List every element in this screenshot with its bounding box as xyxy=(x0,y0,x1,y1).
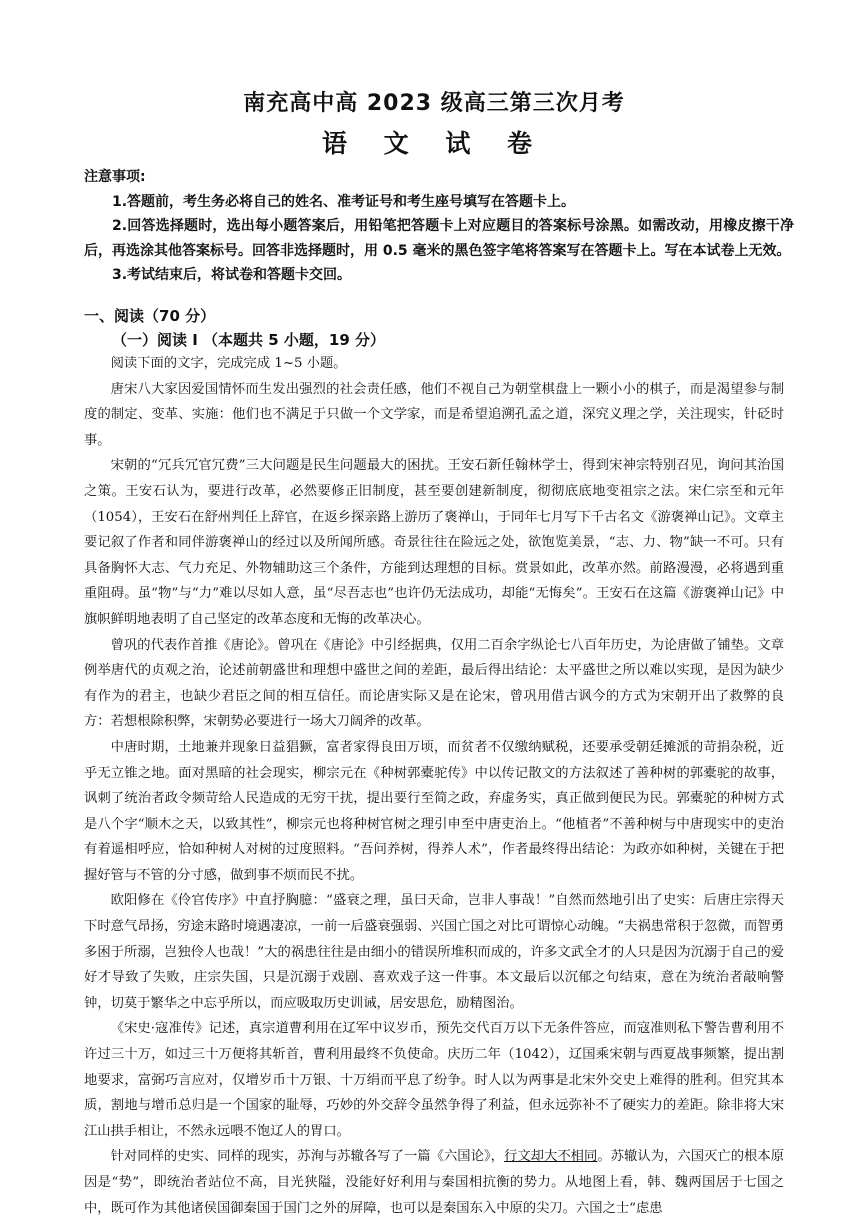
passage-instruction: 阅读下面的文字，完成完成 1~5 小题。 xyxy=(110,356,347,371)
passage-paragraph-7 xyxy=(84,1144,784,1221)
notice-block xyxy=(84,165,794,288)
exam-subtitle: 语 文 试 卷 xyxy=(321,129,547,158)
passage-paragraph-4: 中唐时期，土地兼并现象日益猖獗，富者家得良田万顷，而贫者不仅缴纳赋税，还要承受朝廷摊派的苛捐杂税，近乎无立锥之地。面对黑暗的社会现实，柳宗元在《种树郭橐驼传》中以传记散文的方法叙述了善种树的郭橐驼的故事，讽刺了统治者政令频苛给人民造成的无穷干扰，提出要行至简之政，弃虚务实，真正做到便民为民。郭橐驼的种树方式是八个字“顺木之天，以致其性”，柳宗元也将种树官树之理引申至中唐吏治上。“他植者”不善种树与中唐现实中的吏治有着遥相呼应，恰如种树人对树的过度照料。“吾问养树，得养人术”，作者最终得出结论：为政亦如种树，关键在于把握好管与不管的分寸感，做到事不烦而民不扰。 xyxy=(84,739,784,883)
notice-heading: 注意事项: xyxy=(84,169,146,185)
notice-item-3: 3.考试结束后，将试卷和答题卡交回。 xyxy=(112,267,352,283)
notice-item-2: 2.回答选择题时，选出每小题答案后，用铅笔把答题卡上对应题目的答案标号涂黑。如需改动，用橡皮擦干净后，再选涂其他答案标号。回答非选择题时，用 0.5 毫米的黑色签字笔将答案写在答题卡上。写在本试卷上无效。 xyxy=(84,218,794,259)
passage-paragraph-2: 宋朝的“冗兵冗官冗费”三大问题是民生问题最大的困扰。王安石新任翰林学士，得到宋神宗特别召见，询问其治国之策。王安石认为，要进行改革，必然要修正旧制度，甚至要创建新制度，彻彻底底地变祖宗之法。宋仁宗至和元年（1054），王安石在舒州判任上辞官，在返乡探亲路上游历了褒禅山，于同年七月写下千古名文《游褒禅山记》。文章主要记叙了作者和同伴游褒禅山的经过以及所闻所感。奇景往往在险远之处，欲饱览美景，“志、力、物”缺一不可。只有具备胸怀大志、气力充足、外物辅助这三个条件，方能到达理想的目标。赏景如此，改革亦然。前路漫漫，必将遇到重重阻碍。虽“物”与“力”难以尽如人意，虽“尽吾志也”也许仍无法成功，却能“无悔矣”。王安石在这篇《游褒禅山记》中旗帜鲜明地表明了自己坚定的改革态度和无悔的改革决心。 xyxy=(84,458,784,627)
section-reading-heading: 一、阅读（70 分） xyxy=(84,307,216,325)
notice-item-1: 1.答题前，考生务必将自己的姓名、准考证号和考生座号填写在答题卡上。 xyxy=(112,193,576,210)
passage-p7-start: 针对同样的史实、同样的现实，苏洵与苏辙各写了一篇《六国论》， xyxy=(110,1149,504,1165)
passage-paragraph-6: 《宋史·寇准传》记述，真宗道曹利用在辽军中议岁币，预先交代百万以下无条件答应，而寇准则私下警告曹利用不许过三十万，如过三十万便将其斩首，曹利用最终不负使命。庆历二年（1042），辽国乘宋朝与西夏战事频繁，提出割地要求，富弼巧言应对，仅增岁币十万银、十万绢而平息了纷争。时人以为两事是北宋外交史上难得的胜利。但究其本质，割地与增币总归是一个国家的耻辱，巧妙的外交辞令虽然争得了利益，但永远弥补不了硬实力的差距。除非将大宋江山拱手相让，不然永远喂不饱辽人的胃口。 xyxy=(84,1021,784,1139)
passage-paragraph-1: 唐宋八大家因爱国情怀而生发出强烈的社会责任感，他们不视自己为朝堂棋盘上一颗小小的棋子，而是渴望参与制度的制定、变革、实施：他们也不满足于只做一个文学家，而是希望追溯孔孟之道，深究义理之学，关注现实，针砭时事。 xyxy=(84,381,784,448)
passage-p7-rest: 。苏辙认为，六国灭亡的根本原因是“势”，即统治者站位不高，目光狭隘，没能好好利用与秦国相抗衡的势力。从地图上看，韩、魏两国居于七国之中，既可作为其他诸侯国御秦国于国门之外的屏障，也可以是秦国东入中原的尖刀。六国之士“虑患 xyxy=(84,1149,785,1216)
subsection-reading-1-heading: （一）阅读 I （本题共 5 小题，19 分） xyxy=(112,331,386,349)
underlined-phrase: 行文却大不相同 xyxy=(504,1149,598,1165)
exam-title: 南充高中高 2023 级高三第三次月考 xyxy=(243,91,625,116)
passage-paragraph-3: 曾巩的代表作首推《唐论》。曾巩在《唐论》中引经据典，仅用二百余字纵论七八百年历史，为论唐做了铺垫。文章例举唐代的贞观之治，论述前朝盛世和理想中盛世之间的差距，最后得出结论：太平盛世之所以难以实现，是因为缺少有作为的君主，也缺少君臣之间的相互信任。而论唐实际又是在论宋，曾巩用借古讽今的方式为宋朝开出了救弊的良方：若想根除积弊，宋朝势必要进行一场大刀阔斧的改革。 xyxy=(84,637,784,730)
passage-paragraph-5: 欧阳修在《伶官传序》中直抒胸臆：“盛衰之理，虽曰天命，岂非人事哉！”自然而然地引出了史实：后唐庄宗得天下时意气昂扬，穷途末路时境遇凄凉，一前一后盛衰强弱、兴国亡国之对比可谓惊心动魄。“夫祸患常积于忽微，而智勇多困于所溺，岂独伶人也哉！”大的祸患往往是由细小的错误所堆积而成的，许多文武全才的人只是因为沉溺于自己的爱好才导致了失败，庄宗失国，只是沉溺于戏剧、喜欢戏子这一件事。本文最后以沉郁之句结束，意在为统治者敲响警钟，切莫于繁华之中忘乎所以，而应吸取历史训诫，居安思危，励精图治。 xyxy=(84,893,784,1011)
reading-passage xyxy=(84,351,784,1221)
